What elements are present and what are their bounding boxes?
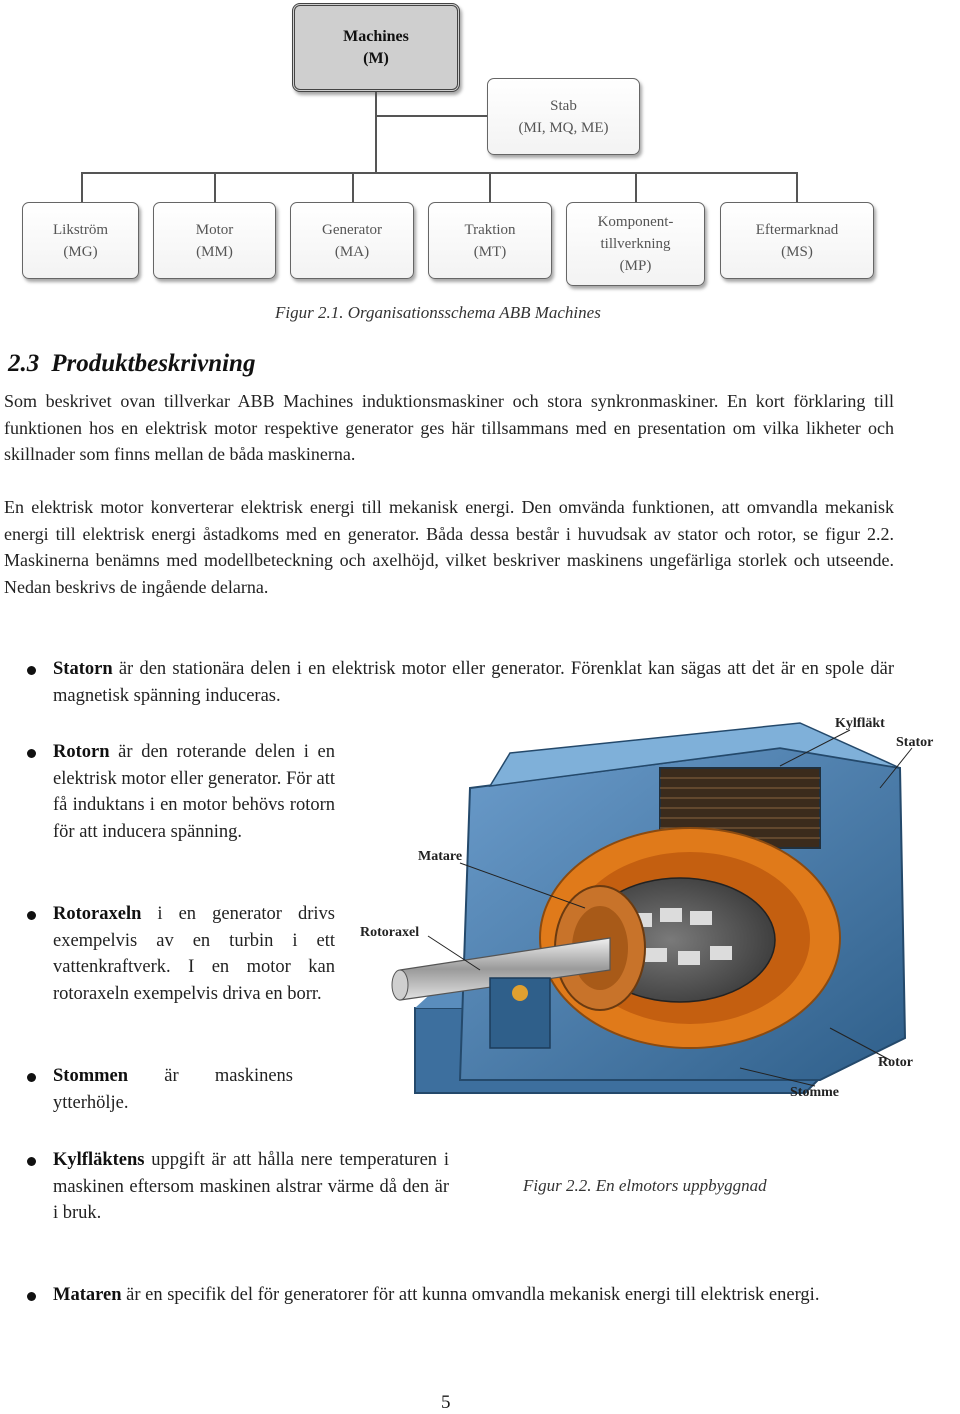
bullet-term: Statorn bbox=[53, 659, 113, 679]
org-box-generator bbox=[290, 202, 414, 279]
bullet-text: är den roterande delen i en elektrisk motor eller generator. För att få induktans i en motor behövs rotorn för att inducera spänning. bbox=[53, 742, 335, 842]
label-kylflakt: Kylfläkt bbox=[835, 716, 885, 731]
org-line-drop bbox=[214, 172, 216, 202]
org-box-name: Eftermarknad bbox=[755, 221, 839, 238]
bullet-term: Mataren bbox=[53, 1285, 122, 1305]
section-title: Produktbeskrivning bbox=[51, 350, 256, 377]
org-box-staff-name: Stab bbox=[550, 97, 577, 114]
list-item-stommen bbox=[53, 1063, 293, 1116]
list-item-mataren bbox=[53, 1282, 894, 1309]
list-item-statorn bbox=[53, 656, 894, 709]
org-box-machines bbox=[292, 3, 460, 92]
bullet-text: uppgift är att hålla nere temperaturen i maskinen eftersom maskinen alstrar värme då den är i bruk. bbox=[53, 1150, 449, 1223]
label-stator: Stator bbox=[896, 735, 934, 750]
bullet-icon bbox=[27, 1292, 36, 1301]
org-box-code: (MG) bbox=[63, 243, 98, 260]
section-number: 2.3 bbox=[8, 350, 40, 377]
list-item-kylflakt bbox=[53, 1147, 449, 1227]
org-box-motor bbox=[153, 202, 276, 279]
bullet-text: är den stationära delen i en elektrisk motor eller generator. Förenklat kan sägas att det är en spole där magnetisk spänning induceras. bbox=[53, 659, 894, 706]
org-box-staff bbox=[487, 78, 640, 155]
list-item-rotoraxeln bbox=[53, 901, 335, 1007]
bullet-text: är maskinens ytterhölje. bbox=[53, 1066, 293, 1113]
bullet-term: Rotorn bbox=[53, 742, 110, 762]
org-line-horizontal bbox=[81, 172, 797, 174]
org-box-eftermarknad bbox=[720, 202, 874, 279]
org-box-traktion bbox=[428, 202, 552, 279]
label-rotor: Rotor bbox=[878, 1055, 913, 1070]
list-item-rotorn bbox=[53, 739, 335, 845]
bullet-icon bbox=[27, 1073, 36, 1082]
label-rotoraxel: Rotoraxel bbox=[360, 925, 420, 940]
paragraph-intro: Som beskrivet ovan tillverkar ABB Machines induktionsmaskiner och stora synkronmaskiner. En kort förklaring till funktionen hos en elektrisk motor respektive generator ges här tillsammans med en presentation om vilka likheter och skillnader som finns mellan de båda maskinerna. bbox=[4, 391, 894, 464]
org-line-drop bbox=[635, 172, 637, 202]
figure-caption-motor: Figur 2.2. En elmotors uppbyggnad bbox=[523, 1176, 767, 1195]
motor-cutaway-illustration bbox=[360, 708, 940, 1108]
bullet-text: är en specifik del för generatorer för att kunna omvandla mekanisk energi till elektrisk energi. bbox=[121, 1285, 820, 1305]
org-box-name: Generator bbox=[322, 221, 382, 238]
section-heading bbox=[8, 350, 255, 378]
org-box-code: (MM) bbox=[196, 243, 233, 260]
org-line-drop bbox=[352, 172, 354, 202]
org-line-main-vertical bbox=[375, 92, 377, 173]
label-matare: Matare bbox=[418, 849, 463, 864]
org-box-code: (MA) bbox=[334, 243, 370, 260]
org-box-staff-code: (MI, MQ, ME) bbox=[518, 119, 609, 136]
org-line-drop bbox=[489, 172, 491, 202]
bullet-term: Kylfläktens bbox=[53, 1150, 145, 1170]
org-box-name: Likström bbox=[53, 221, 108, 238]
bullet-term: Stommen bbox=[53, 1066, 129, 1086]
org-line-drop bbox=[81, 172, 83, 202]
org-box-name: Motor bbox=[195, 221, 234, 238]
bullet-term: Rotoraxeln bbox=[53, 904, 142, 924]
org-box-name-cont: tillverkning bbox=[600, 236, 671, 252]
org-box-machines-code: (M) bbox=[363, 49, 389, 67]
page-number: 5 bbox=[441, 1392, 451, 1413]
org-box-machines-name: Machines bbox=[343, 27, 409, 45]
bullet-icon bbox=[27, 749, 36, 758]
bullet-icon bbox=[27, 666, 36, 675]
org-box-code: (MP) bbox=[619, 258, 652, 274]
bullet-icon bbox=[27, 911, 36, 920]
org-box-code: (MT) bbox=[473, 243, 507, 260]
org-box-likstrom bbox=[22, 202, 139, 279]
org-line-staff bbox=[376, 115, 488, 117]
org-box-name: Traktion bbox=[464, 221, 516, 238]
label-stomme: Stomme bbox=[790, 1085, 839, 1100]
bullet-icon bbox=[27, 1157, 36, 1166]
org-box-name: Komponent- bbox=[597, 214, 674, 230]
paragraph-motor-generator: En elektrisk motor konverterar elektrisk energi till mekanisk energi. Den omvända funktionen, att omvandla mekanisk energi till elektrisk energi åstadkoms med en generator. Båda dessa består i huvudsak av stator och rotor, se figur 2.2. Maskinerna benämns med modellbeteckning och axelhöjd, vilket beskriver maskinens ungefärliga storlek och utseende. Nedan beskrivs de ingående delarna. bbox=[4, 497, 894, 597]
org-line-drop bbox=[796, 172, 798, 202]
org-box-code: (MS) bbox=[781, 243, 813, 260]
bullet-text: i en generator drivs exempelvis av en turbin i ett vattenkraftverk. I en motor kan rotoraxeln exempelvis driva en borr. bbox=[53, 904, 335, 1004]
figure-caption-org-chart: Figur 2.1. Organisationsschema ABB Machines bbox=[275, 303, 601, 322]
org-box-komponenttillverkning bbox=[566, 202, 705, 286]
